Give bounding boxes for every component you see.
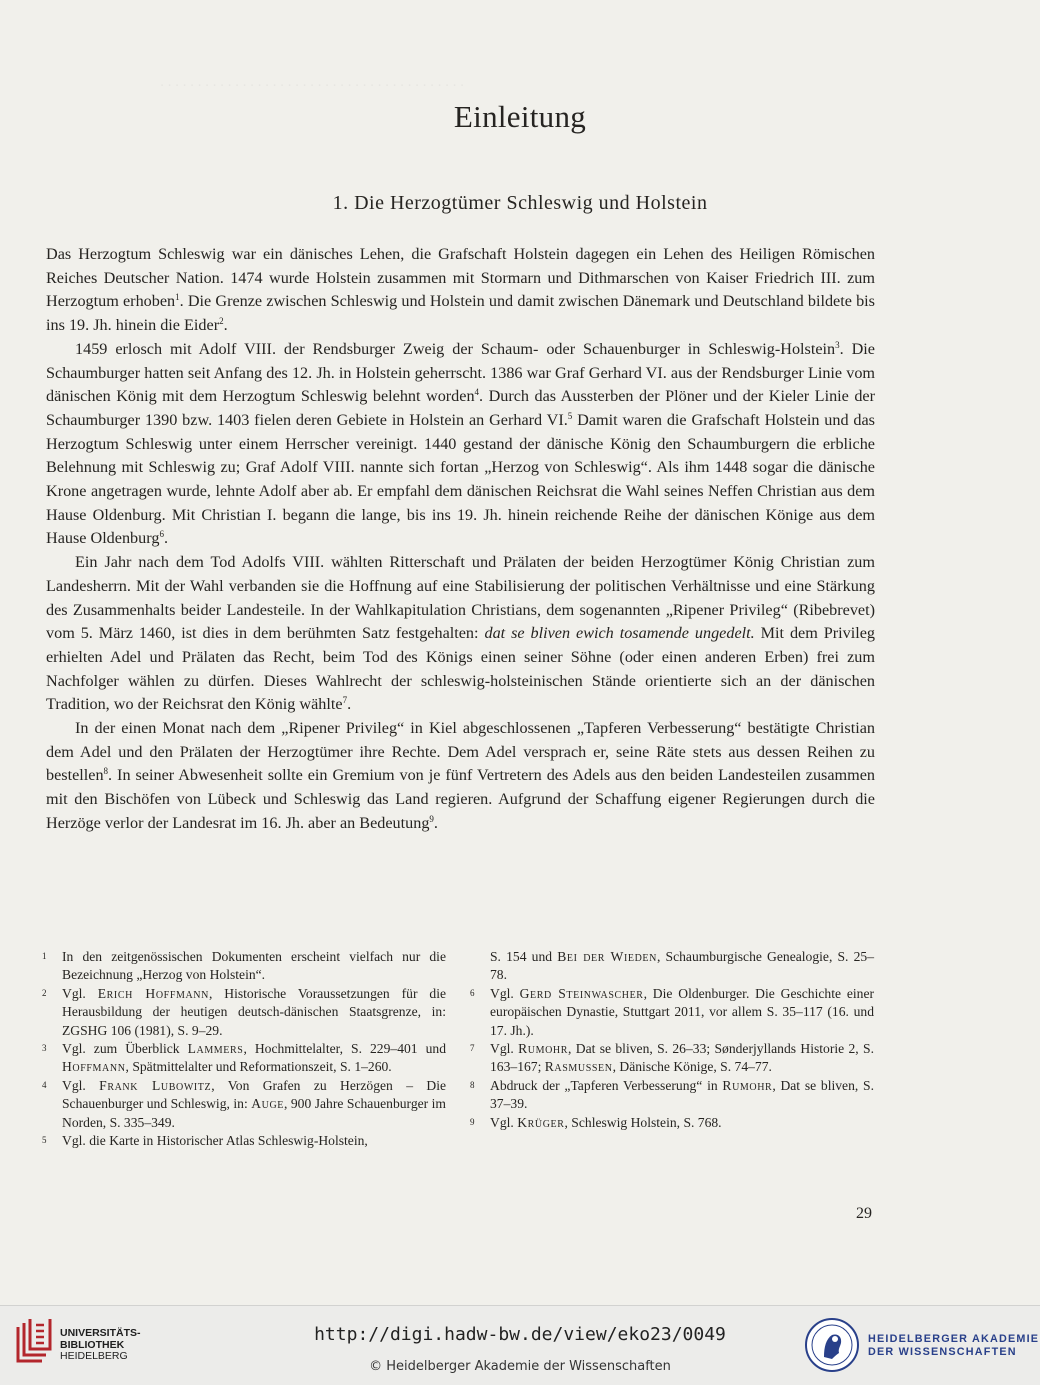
author-name: Rasmussen — [544, 1059, 613, 1075]
body-text — [46, 243, 875, 836]
footnote-text: Vgl. die Karte in Historischer Atlas Schleswig-Holstein, — [62, 1133, 368, 1149]
footnote-number — [470, 948, 490, 985]
author-name: Krüger — [517, 1114, 565, 1130]
academy-name-line: HEIDELBERGER AKADEMIE — [868, 1333, 1040, 1345]
footnote-number: 8 — [470, 1079, 475, 1090]
footnote-reference: 8 — [103, 766, 109, 777]
footnote-number: 3 — [42, 1043, 47, 1054]
footnote-reference: 1 — [175, 292, 180, 303]
paragraph: In der einen Monat nach dem „Ripener Privileg“ in Kiel abgeschlossenen „Tapferen Verbesserung“ bestätigte Christian dem Adel und den Prälaten der Herzogtümer ihre Rechte. Dem Adel versprach er, seine Räte stets aus dessen Reihen zu bestellen$^8$. In seiner Abwesenheit sollte ein Gremium von je fünf Vertretern des Adels aus den beiden Landesteilen zusammen mit den Bischöfen von Lübeck und Schleswig das Land regieren. Aufgrund der Schaffung eigener Regierungen durch die Herzöge verlor der Landesrat im 16. Jh. aber an Bedeutung$^9$. — [46, 719, 875, 832]
page-title: Einleitung — [453, 98, 587, 134]
academy-name[interactable] — [868, 1333, 1039, 1359]
footnote-number: 4 — [42, 1079, 47, 1090]
library-name-line: UNIVERSITÄTS- — [60, 1327, 141, 1339]
footnote-number: 7 — [470, 1043, 475, 1054]
footnote-number: 9 — [470, 1116, 475, 1127]
footnote-number: 1 — [42, 951, 47, 961]
footnote-reference: 9 — [429, 813, 434, 824]
author-name: Auge — [251, 1096, 284, 1112]
footnote-text: Vgl. Frank Lubowitz, Von Grafen zu Herzögen – Die Schauenburger und Schleswig, in: Auge, 900 Jahre Schauenburger im Norden, S. 335–349. — [62, 1077, 447, 1130]
footnote — [42, 1040, 446, 1077]
footnote-reference: 2 — [219, 316, 224, 327]
author-name: Bei der Wieden — [557, 949, 657, 964]
footnote-number: 2 — [42, 987, 47, 998]
paragraph: Ein Jahr nach dem Tod Adolfs VIII. wählten Ritterschaft und Prälaten der beiden Herzogtümer König Christian zum Landesherrn. Mit der Wahl verbanden sie die Hoffnung auf eine Stabilisierung der politischen Verhältnisse und eine Stärkung des Zusammenhalts beider Landesteile. In der Wahlkapitulation Christians, dem sogenannten „Ripener Privileg“ (Ribebrevet) vom 5. März 1460, ist dies in dem berühmten Satz festgehalten: dat se bliven ewich tosamende ungedelt. Mit dem Privileg erhielten Adel und Prälaten das Recht, beim Tod des Königs einen seiner Söhne (oder einen anderen Erben) frei zum Nachfolger wählen zu dürfen. Dieses Wahlrecht der schleswig-holsteinischen Stände orientierte sich an der dänischen Tradition, wo der Reichsrat den König wählte$^7$. — [46, 553, 876, 714]
footnotes-left-column — [42, 948, 446, 1150]
footnote — [470, 985, 874, 1040]
library-name-line: BIBLIOTHEK — [60, 1338, 125, 1351]
footnote — [42, 985, 446, 1040]
footnote-text: Abdruck der „Tapferen Verbesserung“ in Rumohr, Dat se bliven, S. 37–39. — [490, 1077, 874, 1112]
bleed-through-shadow: · · · · · · · · · · · · · · · · · · · · · · · · · · · · · · · · · · · · · · · · · — [160, 78, 464, 94]
footnote — [42, 948, 446, 985]
footnote-reference: 5 — [567, 410, 573, 421]
library-name-line: HEIDELBERG — [60, 1350, 128, 1362]
author-name: Frank Lubowitz — [99, 1077, 212, 1093]
footnote-text: Vgl. Erich Hoffmann, Historische Voraussetzungen für die Herausbildung der heutigen deutsch-dänischen Staatsgrenze, in: ZGSHG 106 (1981), S. 9–29. — [62, 985, 447, 1038]
paragraph: Das Herzogtum Schleswig war ein dänisches Lehen, die Grafschaft Holstein dagegen ein Lehen des Heiligen Römischen Reiches Deutscher Nation. 1474 wurde Holstein zusammen mit Stormarn und Dithmarschen von Kaiser Friedrich III. zum Herzogtum erhoben$^1$. Die Grenze zwischen Schleswig und Holstein und damit zwischen Dänemark und Deutschland bildete bis ins 19. Jh. hinein die Eider$^2$. — [46, 245, 875, 335]
footnote — [42, 1132, 446, 1150]
footnote-text: Vgl. Rumohr, Dat se bliven, S. 26–33; Sønderjyllands Historie 2, S. 163–167; Rasmussen, Dänische Könige, S. 74–77. — [490, 1041, 874, 1075]
footnote-number: 5 — [42, 1135, 47, 1146]
page-number: 29 — [856, 1205, 872, 1222]
permalink-url[interactable]: http://digi.hadw-bw.de/view/eko23/0049 — [314, 1324, 726, 1345]
footnote-reference: 4 — [474, 387, 480, 398]
italic-quote: dat se bliven ewich tosamende ungedelt. — [484, 624, 755, 643]
viewer-footer — [0, 1305, 1040, 1385]
section-heading: 1. Die Herzogtümer Schleswig und Holstein — [332, 192, 708, 214]
footnote — [42, 1077, 446, 1132]
footnote-reference: 3 — [835, 339, 840, 350]
author-name: Rumohr — [518, 1041, 569, 1057]
footnote — [470, 1114, 874, 1132]
author-name: Lammers — [187, 1041, 244, 1057]
footnote — [470, 1077, 874, 1114]
author-name: Gerd Steinwascher — [519, 985, 644, 1001]
footnotes-right-column — [470, 948, 874, 1150]
footnote-reference: 6 — [159, 529, 164, 540]
author-name: Hoffmann — [62, 1059, 126, 1075]
footnote — [470, 948, 874, 985]
copyright-notice: © Heidelberger Akademie der Wissenschaften — [369, 1359, 671, 1374]
footnote-text: Vgl. zum Überblick Lammers, Hochmittelalter, S. 229–401 und Hoffmann, Spätmittelalter und Reformationszeit, S. 1–260. — [62, 1041, 446, 1075]
footnote-number: 6 — [470, 987, 475, 998]
footnote — [470, 1040, 874, 1077]
author-name: Erich Hoffmann — [97, 985, 209, 1001]
footnote-text: S. 154 und Bei der Wieden, Schaumburgische Genealogie, S. 25–78. — [490, 949, 874, 983]
author-name: Rumohr — [722, 1077, 773, 1093]
academy-name-line: DER WISSENSCHAFTEN — [868, 1346, 1017, 1358]
footnote-text: Vgl. Gerd Steinwascher, Die Oldenburger. Die Geschichte einer europäischen Dynastie, Stuttgart 2011, vor allem S. 35–117 (16. und 17. Jh.). — [490, 985, 875, 1038]
footnote-reference: 7 — [342, 695, 348, 706]
paragraph: 1459 erlosch mit Adolf VIII. der Rendsburger Zweig der Schaum- oder Schauenburger in Schleswig-Holstein$^3$. Die Schaumburger hatten seit Anfang des 12. Jh. in Holstein geherrscht. 1386 war Graf Gerhard VI. aus der Rendsburger Linie vom dänischen König mit dem Herzogtum Schleswig belehnt worden$^4$. Durch das Aussterben der Plöner und der Kieler Linie der Schaumburger 1390 bzw. 1403 fielen deren Gebiete in Holstein an Gerhard VI.$^5$ Damit waren die Grafschaft Holstein und das Herzogtum Schleswig unter einem Herrscher vereinigt. 1440 gestand der dänische König den Schaumburgern die erbliche Belehnung mit Schleswig zu; Graf Adolf VIII. nannte sich fortan „Herzog von Schleswig“. Als ihm 1448 sogar die dänische Krone angetragen wurde, lehnte Adolf aber ab. Er empfahl dem dänischen Reichsrat die Wahl seines Neffen Christian aus dem Hause Oldenburg. Mit Christian I. begann die lange, bis ins 19. Jh. hinein reichende Reihe der dänischen Könige aus dem Hause Oldenburg$^6$. — [46, 339, 875, 548]
footnotes — [42, 948, 874, 1150]
footnote-text: In den zeitgenössischen Dokumenten erscheint vielfach nur die Bezeichnung „Herzog von Holstein“. — [62, 949, 446, 983]
academy-seal-icon[interactable] — [804, 1317, 860, 1373]
footnote-text: Vgl. Krüger, Schleswig Holstein, S. 768. — [490, 1114, 722, 1130]
